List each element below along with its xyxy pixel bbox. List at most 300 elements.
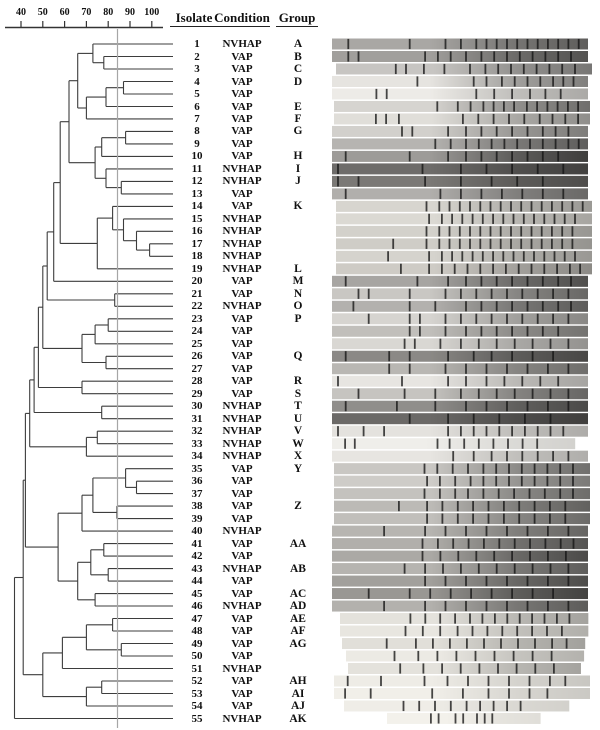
gel-band bbox=[426, 201, 428, 211]
gel-band bbox=[460, 176, 462, 186]
isolate-group: H bbox=[293, 150, 303, 163]
gel-band bbox=[518, 514, 520, 524]
gel-band bbox=[452, 451, 454, 461]
gel-band bbox=[457, 101, 459, 111]
gel-band bbox=[460, 426, 462, 436]
isolate-group: AI bbox=[291, 687, 305, 700]
gel-band bbox=[459, 201, 461, 211]
gel-band bbox=[561, 64, 563, 74]
gel-band bbox=[456, 651, 458, 661]
isolate-id: 18 bbox=[191, 250, 203, 263]
isolate-id: 2 bbox=[194, 50, 200, 63]
gel-band bbox=[344, 688, 346, 698]
isolate-id: 34 bbox=[191, 450, 203, 463]
gel-band bbox=[568, 526, 570, 536]
gel-band bbox=[409, 326, 411, 336]
isolate-condition: NVHAP bbox=[222, 237, 262, 250]
gel-band bbox=[462, 713, 464, 723]
gel-band bbox=[568, 139, 570, 149]
gel-band bbox=[445, 314, 447, 324]
gel-band bbox=[491, 314, 493, 324]
gel-band bbox=[541, 226, 543, 236]
isolate-condition: NVHAP bbox=[222, 162, 262, 175]
gel-lane-wash bbox=[346, 651, 584, 662]
gel-band bbox=[481, 301, 483, 311]
gel-band bbox=[401, 126, 403, 136]
gel-band bbox=[542, 301, 544, 311]
gel-band bbox=[516, 176, 518, 186]
isolate-id: 50 bbox=[191, 650, 203, 662]
gel-band bbox=[541, 201, 543, 211]
gel-band bbox=[502, 214, 504, 224]
isolate-condition: VAP bbox=[231, 500, 253, 513]
gel-band bbox=[431, 688, 433, 698]
isolate-condition: NVHAP bbox=[222, 400, 262, 413]
isolate-condition: VAP bbox=[231, 612, 253, 625]
gel-lane-wash bbox=[336, 263, 592, 274]
gel-band bbox=[414, 339, 416, 349]
gel-band bbox=[472, 251, 474, 261]
gel-band bbox=[345, 151, 347, 161]
gel-band bbox=[579, 264, 581, 274]
gel-band bbox=[345, 276, 347, 286]
gel-lane-wash bbox=[334, 675, 590, 686]
isolate-group: AA bbox=[289, 537, 307, 550]
isolate-id: 16 bbox=[191, 225, 203, 238]
gel-band bbox=[542, 151, 544, 161]
isolate-condition: VAP bbox=[231, 350, 253, 363]
gel-band bbox=[506, 364, 508, 374]
gel-band bbox=[578, 39, 580, 49]
gel-band bbox=[424, 489, 426, 499]
scale-tick-label: 80 bbox=[103, 7, 114, 18]
gel-band bbox=[438, 226, 440, 236]
gel-band bbox=[567, 101, 569, 111]
gel-band bbox=[434, 701, 436, 711]
gel-band bbox=[498, 539, 500, 549]
gel-band bbox=[572, 464, 574, 474]
gel-band bbox=[552, 588, 554, 598]
gel-band bbox=[550, 414, 552, 424]
gel-band bbox=[564, 214, 566, 224]
gel-band bbox=[527, 126, 529, 136]
gel-band bbox=[469, 201, 471, 211]
gel-band bbox=[552, 451, 554, 461]
gel-band bbox=[498, 414, 500, 424]
gel-band bbox=[460, 389, 462, 399]
gel-band bbox=[564, 251, 566, 261]
gel-band bbox=[536, 64, 538, 74]
gel-band bbox=[424, 176, 426, 186]
similarity-scale bbox=[5, 7, 163, 28]
gel-band bbox=[424, 563, 426, 573]
gel-band bbox=[409, 151, 411, 161]
gel-band bbox=[533, 251, 535, 261]
gel-lane-wash bbox=[332, 76, 588, 87]
isolate-condition: NVHAP bbox=[222, 525, 262, 538]
isolate-id: 11 bbox=[191, 162, 203, 175]
isolate-condition: VAP bbox=[231, 387, 253, 400]
gel-band bbox=[368, 289, 370, 299]
gel-band bbox=[496, 326, 498, 336]
gel-band bbox=[574, 64, 576, 74]
isolate-condition: VAP bbox=[231, 75, 253, 88]
gel-band bbox=[442, 514, 444, 524]
gel-band bbox=[399, 663, 401, 673]
gel-band bbox=[552, 76, 554, 86]
gel-band bbox=[574, 214, 576, 224]
dendrogram bbox=[15, 44, 174, 719]
gel-band bbox=[454, 613, 456, 623]
gel-band bbox=[423, 64, 425, 74]
gel-band bbox=[449, 638, 451, 648]
isolate-condition: VAP bbox=[231, 575, 253, 588]
isolate-id: 23 bbox=[191, 312, 203, 325]
gel-band bbox=[426, 239, 428, 249]
gel-band bbox=[475, 39, 477, 49]
gel-band bbox=[547, 39, 549, 49]
gel-band bbox=[570, 301, 572, 311]
isolate-id: 35 bbox=[191, 462, 203, 475]
gel-band bbox=[529, 676, 531, 686]
gel-band bbox=[572, 239, 574, 249]
gel-band bbox=[510, 64, 512, 74]
gel-band bbox=[486, 526, 488, 536]
gel-band bbox=[510, 226, 512, 236]
gel-band bbox=[521, 289, 523, 299]
gel-band bbox=[534, 514, 536, 524]
gel-band bbox=[466, 701, 468, 711]
gel-band bbox=[500, 638, 502, 648]
gel-band bbox=[472, 514, 474, 524]
gel-band bbox=[562, 189, 564, 199]
gel-band bbox=[398, 501, 400, 511]
gel-band bbox=[523, 251, 525, 261]
gel-band bbox=[500, 226, 502, 236]
gel-band bbox=[532, 563, 534, 573]
isolate-id: 3 bbox=[194, 63, 200, 75]
gel-band bbox=[454, 264, 456, 274]
gel-band bbox=[437, 51, 439, 61]
gel-band bbox=[562, 164, 564, 174]
gel-band bbox=[409, 351, 411, 361]
gel-band bbox=[532, 51, 534, 61]
gel-band bbox=[496, 339, 498, 349]
gel-band bbox=[511, 426, 513, 436]
gel-band bbox=[445, 364, 447, 374]
isolate-condition: VAP bbox=[231, 537, 253, 550]
gel-band bbox=[505, 264, 507, 274]
gel-band bbox=[544, 489, 546, 499]
gel-band bbox=[478, 439, 480, 449]
gel-band bbox=[447, 676, 449, 686]
gel-lane-wash bbox=[336, 201, 592, 212]
gel-band bbox=[511, 164, 513, 174]
gel-band bbox=[547, 101, 549, 111]
gel-band bbox=[562, 76, 564, 86]
scale-tick-label: 70 bbox=[81, 7, 92, 18]
isolate-condition: VAP bbox=[231, 687, 253, 700]
gel-lane-wash bbox=[332, 126, 588, 137]
isolate-group: F bbox=[294, 112, 302, 125]
gel-band bbox=[517, 638, 519, 648]
gel-lane-wash bbox=[334, 476, 590, 487]
gel-band bbox=[437, 539, 439, 549]
gel-band bbox=[572, 476, 574, 486]
gel-band bbox=[556, 613, 558, 623]
gel-band bbox=[472, 501, 474, 511]
isolate-condition: NVHAP bbox=[222, 262, 262, 275]
isolate-group: R bbox=[293, 375, 303, 388]
gel-band bbox=[491, 588, 493, 598]
gel-band bbox=[415, 638, 417, 648]
isolate-id: 6 bbox=[194, 100, 200, 113]
gel-band bbox=[469, 239, 471, 249]
gel-band bbox=[401, 376, 403, 386]
gel-band bbox=[486, 364, 488, 374]
gel-band bbox=[501, 626, 503, 636]
gel-band bbox=[493, 89, 495, 99]
gel-band bbox=[383, 426, 385, 436]
isolate-condition: VAP bbox=[231, 112, 253, 125]
gel-band bbox=[511, 551, 513, 561]
isolate-group: A bbox=[293, 38, 303, 50]
gel-band bbox=[419, 326, 421, 336]
gel-band bbox=[547, 364, 549, 374]
scale-tick-label: 60 bbox=[59, 7, 70, 18]
gel-band bbox=[459, 239, 461, 249]
gel-band bbox=[409, 39, 411, 49]
gel-band bbox=[450, 139, 452, 149]
gel-band bbox=[529, 539, 531, 549]
gel-band bbox=[422, 551, 424, 561]
gel-band bbox=[568, 39, 570, 49]
gel-band bbox=[432, 638, 434, 648]
gel-band bbox=[527, 76, 529, 86]
gel-band bbox=[409, 588, 411, 598]
gel-band bbox=[561, 226, 563, 236]
gel-band bbox=[441, 251, 443, 261]
gel-band bbox=[527, 364, 529, 374]
gel-band bbox=[426, 476, 428, 486]
gel-band bbox=[542, 126, 544, 136]
gel-band bbox=[545, 89, 547, 99]
gel-band bbox=[363, 426, 365, 436]
gel-band bbox=[481, 51, 483, 61]
gel-band bbox=[520, 226, 522, 236]
gel-band bbox=[477, 114, 479, 124]
gel-band bbox=[511, 588, 513, 598]
gel-band bbox=[501, 189, 503, 199]
gel-band bbox=[475, 314, 477, 324]
isolate-group: Y bbox=[293, 462, 303, 475]
gel-band bbox=[559, 476, 561, 486]
gel-band bbox=[568, 314, 570, 324]
gel-band bbox=[493, 701, 495, 711]
gel-band bbox=[534, 476, 536, 486]
gel-band bbox=[491, 451, 493, 461]
gel-band bbox=[465, 126, 467, 136]
gel-band bbox=[383, 526, 385, 536]
gel-band bbox=[564, 676, 566, 686]
gel-band bbox=[447, 151, 449, 161]
gel-band bbox=[467, 464, 469, 474]
gel-band bbox=[428, 214, 430, 224]
isolate-group: X bbox=[293, 450, 303, 463]
gel-band bbox=[551, 226, 553, 236]
gel-band bbox=[527, 401, 529, 411]
isolate-id: 40 bbox=[191, 525, 203, 538]
scale-tick-label: 50 bbox=[37, 7, 48, 18]
isolate-condition: VAP bbox=[231, 550, 253, 563]
gel-lane-wash bbox=[334, 488, 590, 499]
gel-band bbox=[491, 713, 493, 723]
isolate-id: 55 bbox=[191, 712, 203, 725]
isolate-id: 4 bbox=[194, 75, 200, 88]
gel-band bbox=[449, 201, 451, 211]
gel-band bbox=[498, 489, 500, 499]
gel-band bbox=[445, 526, 447, 536]
gel-band bbox=[478, 139, 480, 149]
gel-band bbox=[486, 76, 488, 86]
gel-band bbox=[510, 239, 512, 249]
gel-band bbox=[549, 676, 551, 686]
gel-band bbox=[532, 651, 534, 661]
gel-band bbox=[564, 514, 566, 524]
gel-band bbox=[353, 301, 355, 311]
gel-band bbox=[532, 389, 534, 399]
isolate-condition: NVHAP bbox=[222, 425, 262, 438]
gel-band bbox=[358, 289, 360, 299]
gel-band bbox=[467, 489, 469, 499]
gel-band bbox=[566, 638, 568, 648]
gel-band bbox=[506, 526, 508, 536]
isolate-id: 15 bbox=[191, 212, 203, 225]
gel-band bbox=[551, 638, 553, 648]
gel-band bbox=[441, 663, 443, 673]
gel-band bbox=[524, 414, 526, 424]
gel-lane-wash bbox=[332, 151, 588, 162]
gel-band bbox=[445, 39, 447, 49]
isolate-condition: NVHAP bbox=[222, 437, 262, 450]
gel-band bbox=[562, 426, 564, 436]
gel-band bbox=[490, 226, 492, 236]
gel-band bbox=[486, 601, 488, 611]
isolate-group: N bbox=[293, 287, 303, 300]
isolate-group: E bbox=[294, 100, 302, 113]
gel-band bbox=[447, 426, 449, 436]
isolate-condition: VAP bbox=[231, 137, 253, 150]
gel-band bbox=[347, 51, 349, 61]
gel-lanes bbox=[332, 39, 592, 724]
gel-band bbox=[442, 563, 444, 573]
gel-band bbox=[468, 539, 470, 549]
gel-band bbox=[488, 676, 490, 686]
gel-band bbox=[486, 164, 488, 174]
gel-band bbox=[429, 588, 431, 598]
gel-band bbox=[572, 201, 574, 211]
gel-band bbox=[484, 713, 486, 723]
gel-band bbox=[437, 651, 439, 661]
gel-band bbox=[552, 351, 554, 361]
gel-band bbox=[473, 76, 475, 86]
isolate-condition: VAP bbox=[231, 325, 253, 338]
gel-band bbox=[568, 339, 570, 349]
gel-band bbox=[516, 139, 518, 149]
gel-band bbox=[483, 101, 485, 111]
gel-band bbox=[568, 289, 570, 299]
gel-band bbox=[511, 151, 513, 161]
gel-band bbox=[465, 151, 467, 161]
gel-band bbox=[428, 264, 430, 274]
gel-band bbox=[459, 226, 461, 236]
isolate-id: 7 bbox=[194, 112, 200, 125]
gel-band bbox=[447, 414, 449, 424]
gel-band bbox=[488, 688, 490, 698]
gel-band bbox=[557, 39, 559, 49]
isolate-group: O bbox=[293, 300, 303, 313]
gel-band bbox=[516, 626, 518, 636]
gel-band bbox=[491, 289, 493, 299]
gel-band bbox=[523, 114, 525, 124]
gel-band bbox=[568, 563, 570, 573]
gel-band bbox=[424, 601, 426, 611]
isolate-id: 21 bbox=[191, 287, 203, 300]
gel-lane-wash bbox=[336, 238, 592, 249]
gel-band bbox=[461, 214, 463, 224]
isolate-id: 1 bbox=[194, 38, 200, 50]
isolate-id: 52 bbox=[191, 675, 203, 687]
isolate-group: D bbox=[293, 75, 303, 88]
isolate-group: K bbox=[293, 200, 303, 213]
gel-band bbox=[491, 176, 493, 186]
isolate-id: 20 bbox=[191, 275, 203, 288]
gel-band bbox=[475, 89, 477, 99]
isolate-group: W bbox=[292, 437, 304, 450]
gel-band bbox=[404, 389, 406, 399]
gel-band bbox=[451, 251, 453, 261]
gel-band bbox=[398, 114, 400, 124]
gel-band bbox=[533, 214, 535, 224]
isolate-id: 33 bbox=[191, 437, 203, 450]
gel-band bbox=[385, 114, 387, 124]
gel-band bbox=[447, 276, 449, 286]
gel-band bbox=[492, 264, 494, 274]
isolate-condition: NVHAP bbox=[222, 412, 262, 425]
gel-band bbox=[550, 389, 552, 399]
gel-band bbox=[465, 139, 467, 149]
gel-lane-wash bbox=[332, 588, 588, 599]
gel-band bbox=[513, 101, 515, 111]
isolate-group: L bbox=[294, 262, 302, 275]
isolate-id: 27 bbox=[191, 362, 203, 375]
gel-band bbox=[439, 626, 441, 636]
gel-band bbox=[445, 289, 447, 299]
gel-band bbox=[472, 214, 474, 224]
gel-band bbox=[506, 289, 508, 299]
gel-band bbox=[534, 638, 536, 648]
gel-band bbox=[487, 626, 489, 636]
gel-band bbox=[426, 501, 428, 511]
gel-band bbox=[532, 351, 534, 361]
gel-band bbox=[404, 563, 406, 573]
gel-band bbox=[469, 613, 471, 623]
isolate-id: 41 bbox=[191, 537, 203, 550]
isolate-group: C bbox=[293, 63, 303, 75]
gel-lane-wash bbox=[332, 301, 588, 312]
gel-band bbox=[475, 551, 477, 561]
gel-band bbox=[460, 339, 462, 349]
